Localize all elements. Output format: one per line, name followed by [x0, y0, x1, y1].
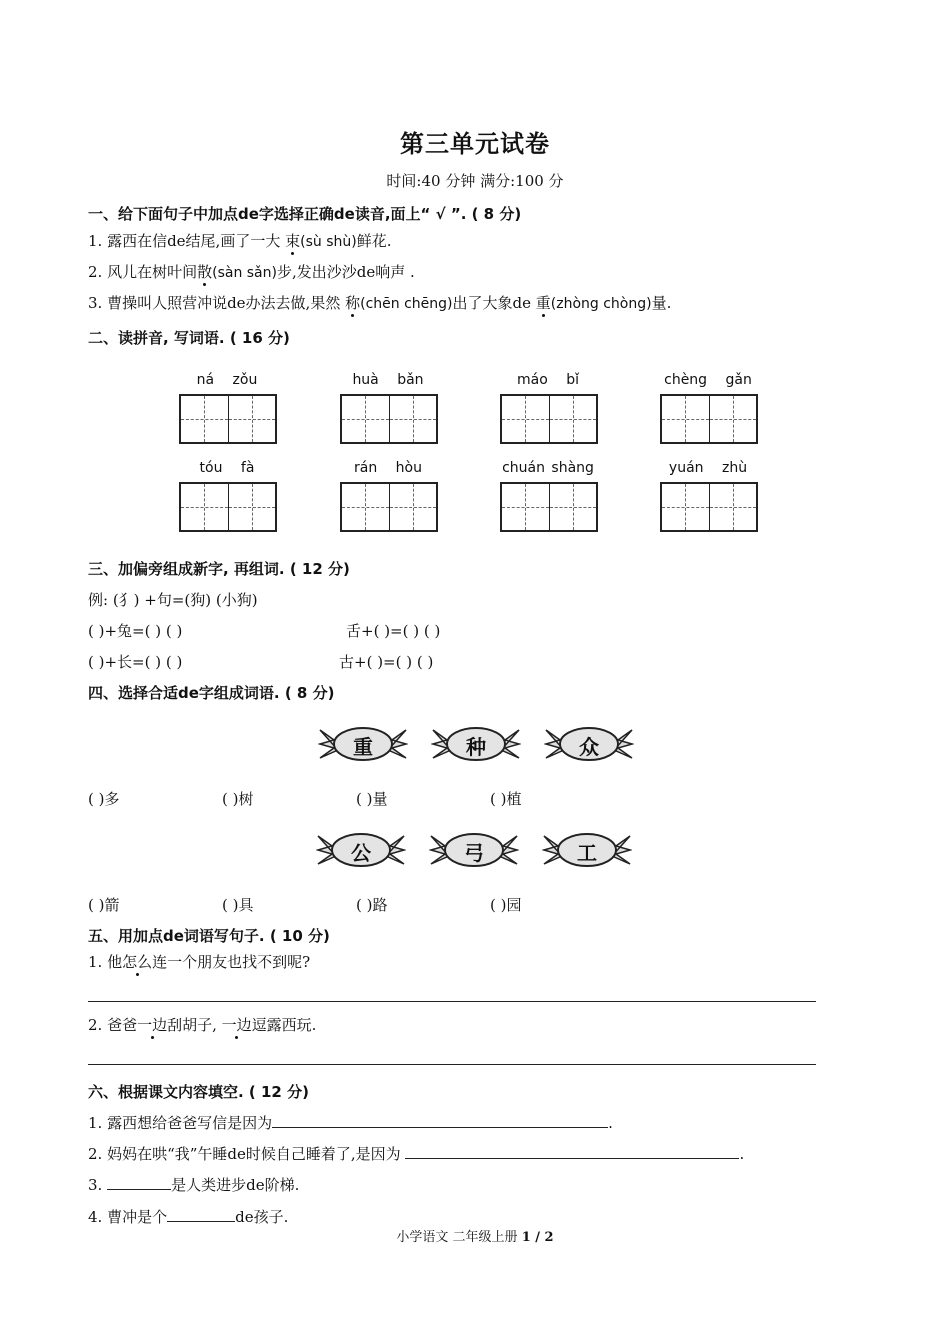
section-1-heading: 一、给下面句子中加点de字选择正确de读音,面上“ √ ”. ( 8 分)	[88, 205, 522, 223]
page-footer: 小学语文 二年级上册 1 / 2	[396, 1230, 554, 1245]
candy-char-1: 重	[318, 724, 408, 764]
s4-fill-8: ( )园	[490, 896, 522, 914]
writing-grid[interactable]	[500, 394, 598, 444]
writing-grid[interactable]	[340, 482, 438, 532]
dotted-char: 重	[535, 294, 551, 312]
s5-question-1: 1. 他怎么连一个朋友也找不到呢?	[88, 953, 311, 971]
s3-row-2b: 古+( )=( ) ( )	[339, 653, 434, 671]
page-number: 1 / 2	[521, 1230, 554, 1245]
s1-question-3: 3. 曹操叫人照营冲说de办法去做,果然 称(chēn chēng)出了大象de 重(zhòng chòng)量.	[88, 294, 672, 312]
answer-line-2[interactable]	[88, 1064, 816, 1065]
s4-fill-4: ( )植	[490, 790, 522, 808]
dotted-char: 束	[285, 232, 301, 250]
s6-question-2: 2. 妈妈在哄“我”午睡de时候自己睡着了,是因为 .	[88, 1145, 745, 1163]
s4-fill-2: ( )树	[222, 790, 254, 808]
s5-question-2: 2. 爸爸一边刮胡子, 一边逗露西玩.	[88, 1016, 317, 1034]
page-title: 第三单元试卷	[400, 129, 550, 158]
section-4-heading: 四、选择合适de字组成词语. ( 8 分)	[88, 684, 335, 702]
fill-blank[interactable]	[167, 1207, 235, 1222]
writing-grid[interactable]	[660, 394, 758, 444]
writing-grid[interactable]	[179, 482, 277, 532]
pinyin-box-3: máo bǐ	[500, 372, 596, 454]
pinyin-box-7: chuán shàng	[500, 460, 596, 542]
candy-char-4: 公	[316, 830, 406, 870]
candy-char-6: 工	[542, 830, 632, 870]
dotted-char: 散	[197, 263, 213, 281]
s3-row-1b: 舌+( )=( ) ( )	[346, 622, 441, 640]
answer-line-1[interactable]	[88, 1001, 816, 1002]
section-6-heading: 六、根据课文内容填空. ( 12 分)	[88, 1083, 309, 1101]
pinyin-box-6: rán hòu	[340, 460, 436, 542]
fill-blank[interactable]	[107, 1175, 171, 1190]
s6-question-3: 3. 是人类进步de阶梯.	[88, 1176, 300, 1194]
candy-char-2: 种	[431, 724, 521, 764]
s3-row-1a: ( )+兔=( ) ( )	[88, 622, 183, 640]
fill-blank[interactable]	[272, 1113, 608, 1128]
s4-fill-5: ( )箭	[88, 896, 120, 914]
dotted-word: 怎么	[122, 953, 153, 971]
pinyin-box-5: tóu fà	[179, 460, 275, 542]
writing-grid[interactable]	[179, 394, 277, 444]
section-3-heading: 三、加偏旁组成新字, 再组词. ( 12 分)	[88, 560, 350, 578]
writing-grid[interactable]	[500, 482, 598, 532]
s4-fill-1: ( )多	[88, 790, 120, 808]
section-5-heading: 五、用加点de词语写句子. ( 10 分)	[88, 927, 330, 945]
s1-question-2: 2. 风儿在树叶间散(sàn sǎn)步,发出沙沙de响声 .	[88, 263, 415, 281]
s4-fill-6: ( )具	[222, 896, 254, 914]
pinyin-box-4: chèng gǎn	[660, 372, 756, 454]
candy-char-5: 弓	[429, 830, 519, 870]
exam-meta: 时间:40 分钟 满分:100 分	[386, 172, 564, 190]
s6-question-1: 1. 露西想给爸爸写信是因为 .	[88, 1114, 613, 1132]
s6-question-4: 4. 曹冲是个 de孩子.	[88, 1208, 289, 1226]
pinyin-box-2: huà bǎn	[340, 372, 436, 454]
s3-example: 例: (犭) +句=(狗) (小狗)	[88, 591, 258, 609]
writing-grid[interactable]	[340, 394, 438, 444]
section-2-heading: 二、读拼音, 写词语. ( 16 分)	[88, 329, 290, 347]
s4-fill-3: ( )量	[356, 790, 388, 808]
writing-grid[interactable]	[660, 482, 758, 532]
pinyin-box-8: yuán zhù	[660, 460, 756, 542]
dotted-word: 一边	[137, 1016, 168, 1034]
dotted-word: 一边	[221, 1016, 252, 1034]
pinyin-box-1: ná zǒu	[179, 372, 275, 454]
s1-question-1: 1. 露西在信de结尾,画了一大 束(sù shù)鲜花.	[88, 232, 392, 250]
fill-blank[interactable]	[405, 1144, 739, 1159]
s4-fill-7: ( )路	[356, 896, 388, 914]
dotted-char: 称	[345, 294, 361, 312]
s3-row-2a: ( )+长=( ) ( )	[88, 653, 183, 671]
candy-char-3: 众	[544, 724, 634, 764]
